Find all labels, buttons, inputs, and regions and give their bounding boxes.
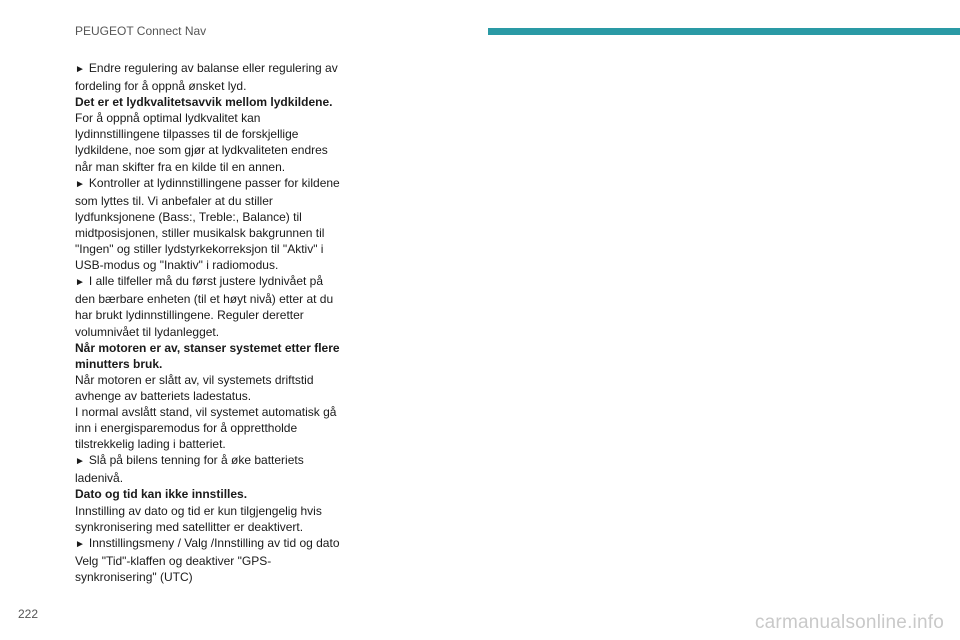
body-paragraph: Når motoren er slått av, vil systemets driftstid avhenge av batteriets ladestatus.: [75, 372, 314, 403]
bullet-arrow-icon: ►: [75, 277, 85, 289]
body-paragraph: Innstilling av dato og tid er kun tilgjengelig hvis synkronisering med satellitter er deaktivert.: [75, 503, 322, 534]
section-heading: Det er et lydkvalitetsavvik mellom lydkildene.: [75, 95, 333, 110]
bullet-text: Kontroller at lydinnstillingene passer for kildene som lyttes til. Vi anbefaler at du stiller lydfunksjonene (Bass:, Treble:, Balance) til midtposisjonen, stiller musikalsk bakgrunnen til "Ingen" og stiller lydstyrkekorreksjon til "Aktiv" i USB-modus og "Inaktiv" i radiomodus.: [75, 175, 340, 273]
page-content: [75, 60, 345, 585]
bullet-item: [75, 60, 345, 94]
bullet-item: [75, 452, 345, 486]
bullet-arrow-icon: ►: [75, 538, 85, 550]
header-title: PEUGEOT Connect Nav: [75, 24, 207, 38]
bullet-arrow-icon: ►: [75, 178, 85, 190]
bullet-text: Endre regulering av balanse eller regulering av fordeling for å oppnå ønsket lyd.: [75, 61, 338, 94]
body-paragraph: I normal avslått stand, vil systemet automatisk gå inn i energisparemodus for å opprettholde tilstrekkelig lading i batteriet.: [75, 404, 337, 452]
bullet-arrow-icon: ►: [75, 64, 85, 75]
bullet-item: [75, 175, 345, 274]
header-accent-bar: [488, 28, 960, 35]
bullet-item: [75, 273, 345, 339]
bullet-text: I alle tilfeller må du først justere lydnivået på den bærbare enheten (til et høyt nivå) etter at du har brukt lydinnstillingene. Reguler deretter volumnivået til lydanlegget.: [75, 274, 334, 339]
bullet-text: Slå på bilens tenning for å øke batteriets ladenivå.: [75, 453, 304, 486]
bullet-arrow-icon: ►: [75, 456, 85, 468]
section-heading: Når motoren er av, stanser systemet etter flere minutters bruk.: [75, 340, 340, 371]
section-heading: Dato og tid kan ikke innstilles.: [75, 487, 248, 502]
bullet-item: [75, 535, 345, 585]
page-number: 222: [18, 607, 39, 621]
body-paragraph: For å oppnå optimal lydkvalitet kan lydinnstillingene tilpasses til de forskjellige lydkildene, noe som gjør at lydkvaliteten endres når man skifter fra en kilde til en annen.: [75, 111, 328, 174]
bullet-text: Innstillingsmeny / Valg /Innstilling av tid og dato Velg "Tid"-klaffen og deaktiver "GPS-synkronisering" (UTC): [75, 535, 340, 584]
watermark: carmanualsonline.info: [754, 612, 944, 633]
